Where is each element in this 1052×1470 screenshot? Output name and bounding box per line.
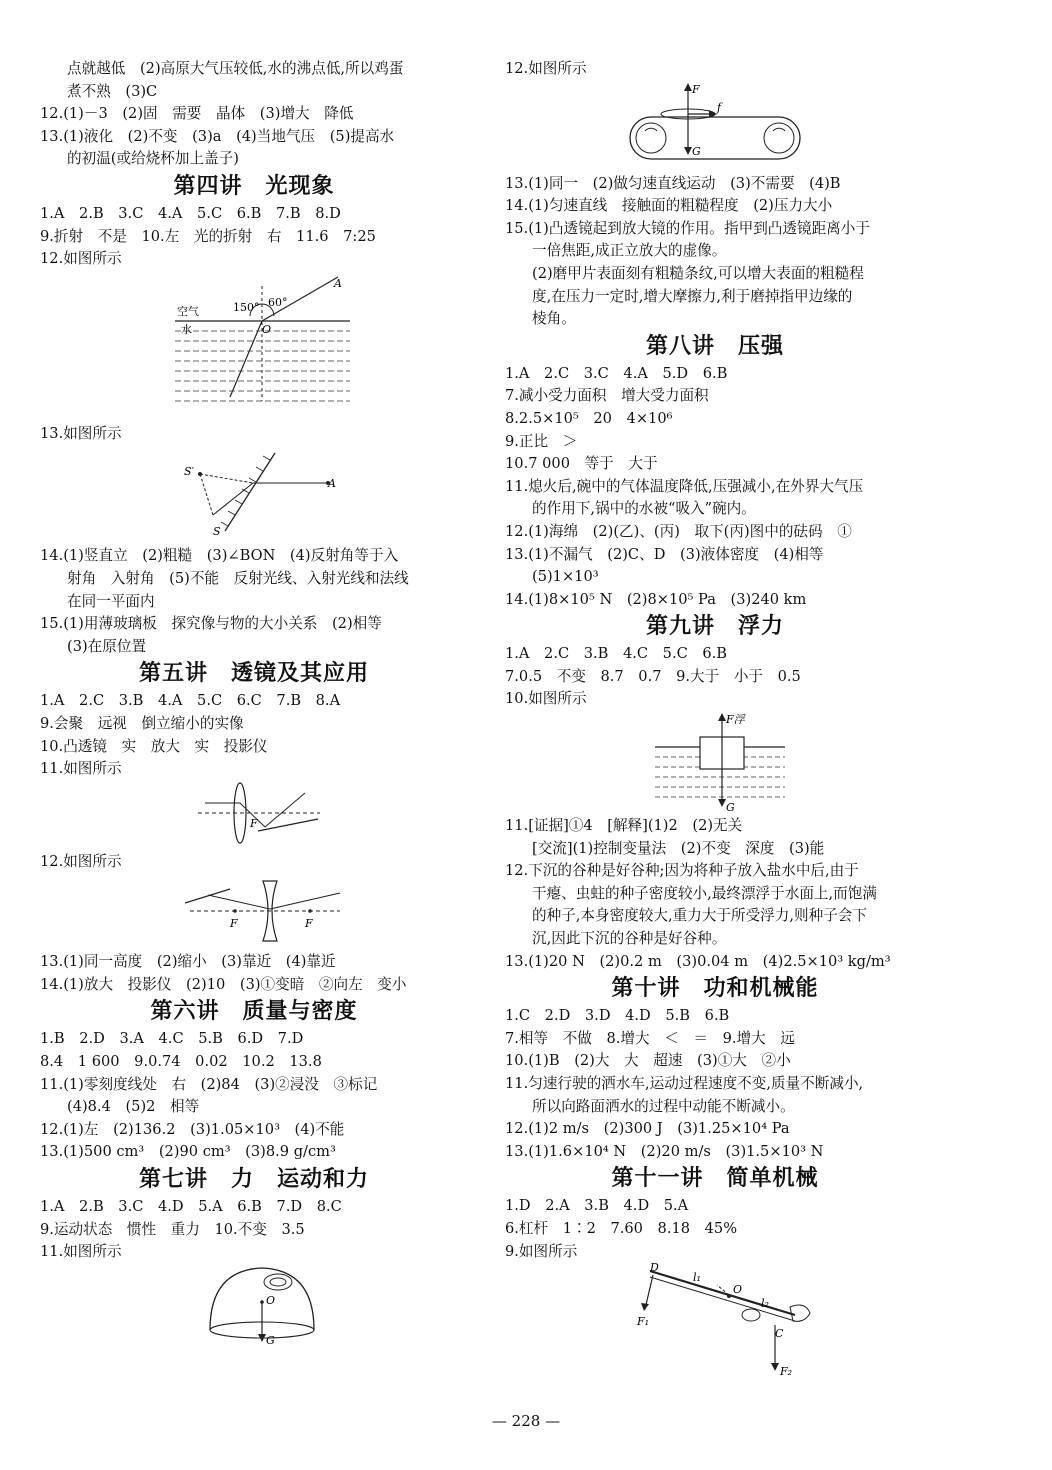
buoyancy-diagram xyxy=(505,711,925,815)
answer-line: 11.匀速行驶的洒水车,运动过程速度不变,质量不断减小, xyxy=(505,1075,864,1092)
point-label: A xyxy=(328,477,336,491)
answer-line: 1.A 2.C 3.B 4.C 5.C 6.B xyxy=(505,645,727,663)
answer-line: 12.(1)海绵 (2)(乙)、(丙) 取下(丙)图中的砝码 ① xyxy=(505,522,852,540)
answer-line: 13.如图所示 xyxy=(40,424,122,442)
force-label: G xyxy=(266,1333,275,1344)
answer-line: 9.正比 ＞ xyxy=(505,432,578,450)
force-label: G xyxy=(726,801,735,815)
refraction-diagram xyxy=(40,271,468,423)
answer-line: 9.折射 不是 10.左 光的折射 右 11.6 7:25 xyxy=(40,227,376,245)
answer-line: 13.(1)不漏气 (2)C、D (3)液体密度 (4)相等 xyxy=(505,545,824,563)
point-label: A xyxy=(334,276,342,290)
answer-line: 11.[证据]①4 [解释](1)2 (2)无关 xyxy=(505,817,743,835)
answer-line: (4)8.4 (5)2 相等 xyxy=(67,1098,200,1116)
answer-line: 沉,因此下沉的谷种是好谷种。 xyxy=(532,930,727,948)
answer-line: 的种子,本身密度较大,重力大于所受浮力,则种子会下 xyxy=(532,907,867,925)
force-label: f xyxy=(717,100,722,114)
section-heading-6: 第六讲 质量与密度 xyxy=(150,999,358,1025)
answer-line: 12.下沉的谷种是好谷种;因为将种子放入盐水中后,由于 xyxy=(505,862,859,880)
answer-line: (2)磨甲片表面刻有粗糙条纹,可以增大表面的粗糙程 xyxy=(532,264,864,282)
answer-line: 的作用下,锅中的水被“吸入”碗内。 xyxy=(532,500,756,518)
answer-line: 12.如图所示 xyxy=(505,60,587,77)
concave-lens-diagram xyxy=(40,873,468,951)
answer-line: 14.(1)匀速直线 接触面的粗糙程度 (2)压力大小 xyxy=(505,197,833,215)
answer-line: 1.D 2.A 3.B 4.D 5.A xyxy=(505,1197,689,1215)
answer-line: 9.如图所示 xyxy=(505,1242,578,1260)
answer-line: 10.7 000 等于 大于 xyxy=(505,455,658,473)
right-column xyxy=(505,58,925,1375)
section-heading-9: 第九讲 浮力 xyxy=(645,614,784,640)
answer-line: 15.(1)用薄玻璃板 探究像与物的大小关系 (2)相等 xyxy=(40,615,382,633)
point-label: O xyxy=(733,1283,743,1297)
arm-label: l₂ xyxy=(761,1297,769,1311)
answer-line: 7.0.5 不变 8.7 0.7 9.大于 小于 0.5 xyxy=(505,667,801,685)
answer-line: 7.相等 不做 8.增大 ＜ ＝ 9.增大 远 xyxy=(505,1029,795,1047)
angle-label: 60° xyxy=(268,295,288,309)
dome-gravity-diagram xyxy=(40,1264,468,1344)
answer-line: 干瘪、虫蛀的种子密度较小,最终漂浮于水面上,而饱满 xyxy=(532,884,877,902)
angle-label: 150° xyxy=(233,300,260,314)
answer-line: 9.运动状态 惯性 重力 10.不变 3.5 xyxy=(40,1220,305,1238)
answer-line: 射角 入射角 (5)不能 反射光线、入射光线和法线 xyxy=(67,569,409,587)
section-heading-7: 第七讲 力 运动和力 xyxy=(138,1167,369,1193)
focus-label: F xyxy=(250,816,258,830)
answer-line: 6.杠杆 1∶2 7.60 8.18 45% xyxy=(505,1219,738,1237)
point-label: D xyxy=(650,1263,659,1275)
point-label: C xyxy=(775,1327,784,1341)
answer-line: 11.如图所示 xyxy=(40,1243,122,1261)
force-label: F₂ xyxy=(780,1365,793,1376)
section-heading-5: 第五讲 透镜及其应用 xyxy=(138,661,369,687)
answer-line: 所以向路面洒水的过程中动能不断减小。 xyxy=(532,1097,795,1115)
section-heading-11: 第十一讲 简单机械 xyxy=(611,1166,819,1192)
answer-line: 8.2.5×10⁵ 20 4×10⁶ xyxy=(505,409,673,427)
answer-line: 10.凸透镜 实 放大 实 投影仪 xyxy=(40,737,268,755)
answer-line: 13.(1)同一高度 (2)缩小 (3)靠近 (4)靠近 xyxy=(40,953,336,971)
force-label: G xyxy=(692,144,701,158)
answer-line: [交流](1)控制变量法 (2)不变 深度 (3)能 xyxy=(532,839,825,857)
answer-line: 13.(1)液化 (2)不变 (3)a (4)当地气压 (5)提高水 xyxy=(40,127,395,145)
focus-label: F xyxy=(230,917,238,931)
section-heading-10: 第十讲 功和机械能 xyxy=(611,976,819,1002)
answer-line: 的初温(或给烧杯加上盖子) xyxy=(67,150,239,168)
answer-line: (3)在原位置 xyxy=(67,637,147,655)
answer-line: 一倍焦距,成正立放大的虚像。 xyxy=(532,242,727,260)
force-label: F xyxy=(692,82,700,96)
point-label: O xyxy=(266,1293,276,1307)
conveyor-force-diagram xyxy=(505,81,925,173)
answer-line: 15.(1)凸透镜起到放大镜的作用。指甲到凸透镜距离小于 xyxy=(505,219,870,237)
answer-line: 度,在压力一定时,增大摩擦力,利于磨掉指甲边缘的 xyxy=(532,287,853,305)
answer-line: 13.(1)同一 (2)做匀速直线运动 (3)不需要 (4)B xyxy=(505,174,841,192)
answer-line: 12.(1)2 m/s (2)300 J (3)1.25×10⁴ Pa xyxy=(505,1120,790,1138)
answer-line: 14.(1)放大 投影仪 (2)10 (3)①变暗 ②向左 变小 xyxy=(40,975,407,993)
force-label: F浮 xyxy=(726,713,745,727)
left-column xyxy=(40,58,468,1344)
answer-line: 1.A 2.B 3.C 4.D 5.A 6.B 7.D 8.C xyxy=(40,1198,342,1216)
focus-label: F xyxy=(305,917,313,931)
arm-label: l₁ xyxy=(693,1271,701,1285)
answer-line: 1.A 2.C 3.B 4.A 5.C 6.C 7.B 8.A xyxy=(40,692,341,710)
answer-line: 11.熄火后,碗中的气体温度降低,压强减小,在外界大气压 xyxy=(505,477,864,495)
answer-line: 11.(1)零刻度线处 右 (2)84 (3)②浸没 ③标记 xyxy=(40,1075,378,1093)
answer-line: 14.(1)8×10⁵ N (2)8×10⁵ Pa (3)240 km xyxy=(505,590,807,608)
page-number: — 228 — xyxy=(491,1412,561,1430)
answer-line: 1.A 2.B 3.C 4.A 5.C 6.B 7.B 8.D xyxy=(40,204,341,222)
answer-line: 煮不熟 (3)C xyxy=(67,82,158,100)
answer-line: 1.A 2.C 3.C 4.A 5.D 6.B xyxy=(505,364,728,382)
section-heading-4: 第四讲 光现象 xyxy=(173,173,335,199)
answer-line: 10.(1)B (2)大 大 超速 (3)①大 ②小 xyxy=(505,1052,791,1070)
convex-lens-diagram xyxy=(40,781,468,851)
section-heading-8: 第八讲 压强 xyxy=(645,333,784,359)
answer-line: 13.(1)20 N (2)0.2 m (3)0.04 m (4)2.5×10³ kg/m³ xyxy=(505,952,891,970)
answer-line: 13.(1)1.6×10⁴ N (2)20 m/s (3)1.5×10³ N xyxy=(505,1142,824,1160)
reflection-diagram xyxy=(40,445,468,545)
lever-diagram xyxy=(505,1263,925,1375)
point-label: O xyxy=(262,322,272,336)
point-label: S xyxy=(213,525,221,539)
answer-line: 在同一平面内 xyxy=(67,592,155,610)
point-label: S′ xyxy=(184,465,195,479)
air-label: 空气 xyxy=(177,304,199,318)
answer-line: 12.(1)－3 (2)固 需要 晶体 (3)增大 降低 xyxy=(40,105,354,123)
answer-line: 7.减小受力面积 增大受力面积 xyxy=(505,387,709,405)
answer-line: 12.如图所示 xyxy=(40,852,122,870)
force-label: F₁ xyxy=(637,1315,650,1329)
answer-line: 11.如图所示 xyxy=(40,760,122,778)
answer-line: 点就越低 (2)高原大气压较低,水的沸点低,所以鸡蛋 xyxy=(67,60,404,77)
answer-line: 12.如图所示 xyxy=(40,250,122,268)
answer-line: 14.(1)竖直立 (2)粗糙 (3)∠BON (4)反射角等于入 xyxy=(40,547,399,565)
answer-line: 棱角。 xyxy=(532,310,576,328)
water-label: 水 xyxy=(181,322,192,336)
answer-line: 13.(1)500 cm³ (2)90 cm³ (3)8.9 g/cm³ xyxy=(40,1143,336,1161)
answer-line: 12.(1)左 (2)136.2 (3)1.05×10³ (4)不能 xyxy=(40,1120,345,1138)
answer-line: 10.如图所示 xyxy=(505,690,587,708)
answer-line: 1.B 2.D 3.A 4.C 5.B 6.D 7.D xyxy=(40,1030,304,1048)
answer-line: 8.4 1 600 9.0.74 0.02 10.2 13.8 xyxy=(40,1053,322,1071)
answer-line: 9.会聚 远视 倒立缩小的实像 xyxy=(40,714,244,732)
answer-line: 1.C 2.D 3.D 4.D 5.B 6.B xyxy=(505,1007,730,1025)
answer-line: (5)1×10³ xyxy=(532,568,599,586)
